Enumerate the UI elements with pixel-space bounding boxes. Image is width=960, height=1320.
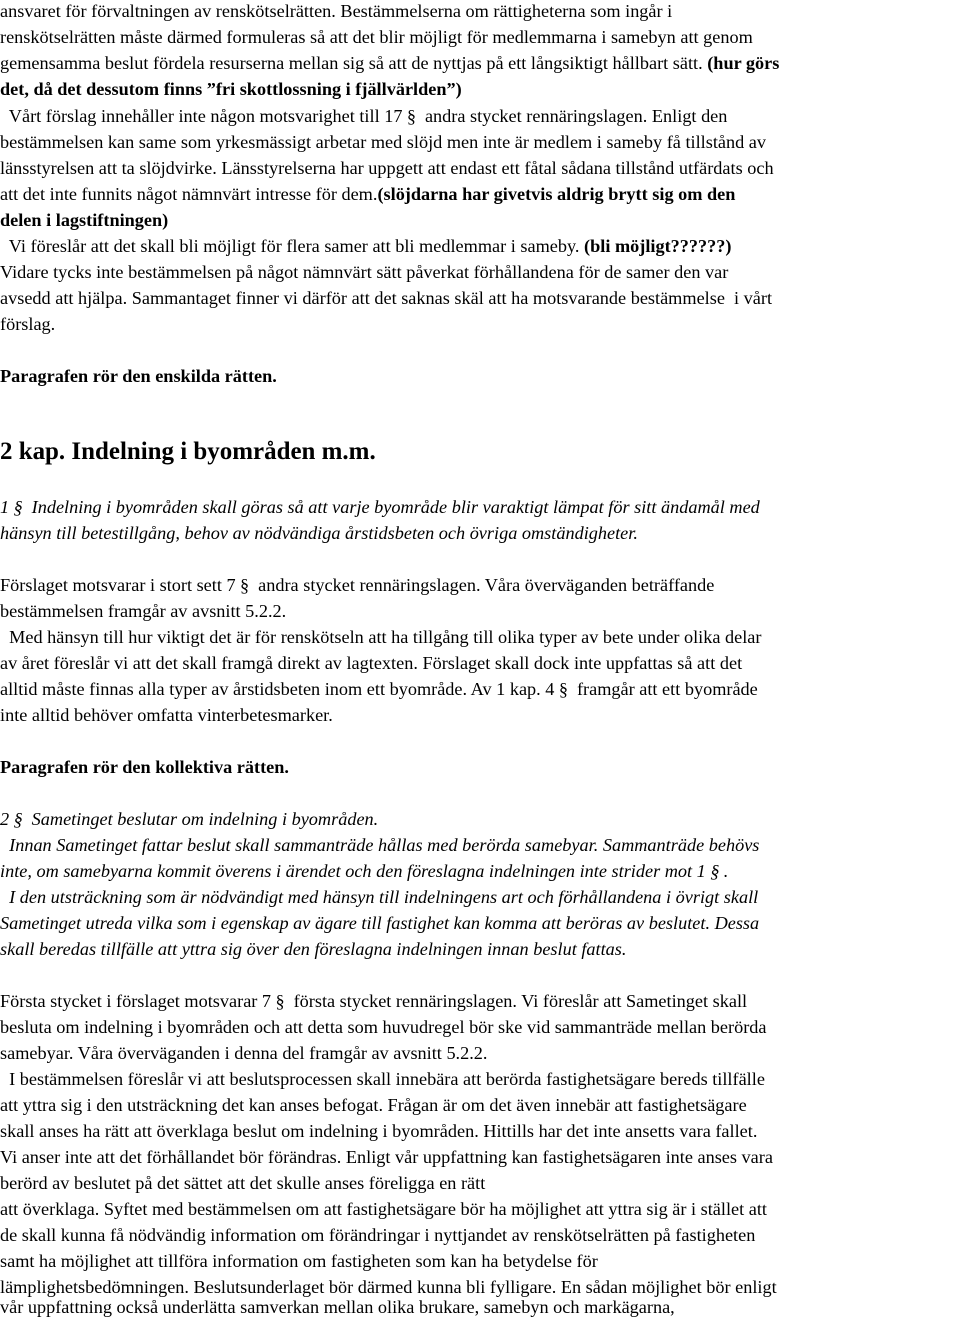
commentary-line: skall anses ha rätt att överklaga beslut om indelning i byområden. Hittills har det inte ansetts vara fallet. xyxy=(0,1121,758,1141)
text-line: delen i lagstiftningen) xyxy=(0,210,169,230)
section-sign-icon: § xyxy=(710,861,720,881)
section-1-text: 1 § Indelning i byområden skall göras så att varje byområde blir varaktigt lämpat för sitt ändamål med xyxy=(0,494,958,520)
text-line: ansvaret för förvaltningen av renskötselrätten. Bestämmelserna om rättigheterna som ingår i xyxy=(0,1,673,21)
commentary-line: besluta om indelning i byområden och att detta som huvudregel bör ske vid sammanträde mellan berörda xyxy=(0,1017,767,1037)
commentary-line: vår uppfattning också underlätta samverkan mellan olika brukare, samebyn och markägarna, xyxy=(0,1297,675,1317)
paragraph-note: Paragrafen rör den kollektiva rätten. xyxy=(0,757,289,777)
text-line: Vårt förslag innehåller inte någon motsvarighet till 17 § andra stycket rennäringslagen. Enligt den xyxy=(0,103,958,129)
commentary-line: Första stycket i förslaget motsvarar 7 § första stycket rennäringslagen. Vi föreslår att Sametinget skall xyxy=(0,988,958,1014)
commentary-line: alltid måste finnas alla typer av årstidsbeten inom ett byområde. Av 1 kap. 4 § framgår att ett byområde xyxy=(0,676,958,702)
paragraph-note: Paragrafen rör den enskilda rätten. xyxy=(0,366,277,386)
text-line: gemensamma beslut fördela resurserna mellan sig så att de nyttjas på ett långsiktigt hållbart sätt. (hur görs xyxy=(0,53,780,73)
section-2-text: inte, om samebyarna kommit överens i ärendet och den föreslagna indelningen inte strider mot 1 § . xyxy=(0,858,958,884)
section-2-text: 2 § Sametinget beslutar om indelning i byområden. xyxy=(0,806,958,832)
section-2-text: skall beredas tillfälle att yttra sig över den föreslagna indelningen innan beslut fattas. xyxy=(0,939,627,959)
text-line: det, då det dessutom finns ”fri skottlossning i fjällvärlden”) xyxy=(0,79,462,99)
section-sign-icon: § xyxy=(275,991,285,1011)
commentary-line: att överklaga. Syftet med bestämmelsen om att fastighetsägare bör ha möjlighet att yttra sig är i stället att xyxy=(0,1199,768,1219)
text-line: länsstyrelsen att ta slöjdvirke. Länsstyrelserna har uppgett att endast ett fåtal sådana tillstånd utfärdats och xyxy=(0,158,774,178)
section-sign-icon: § xyxy=(558,679,568,699)
commentary-line: berörd av beslutet på det sättet att det skulle anses föreligga en rätt xyxy=(0,1173,486,1193)
commentary-line: Förslaget motsvarar i stort sett 7 § andra stycket rennäringslagen. Våra överväganden beträffande xyxy=(0,572,958,598)
section-2-text: Innan Sametinget fattar beslut skall sammanträde hållas med berörda samebyar. Sammanträde behövs xyxy=(0,835,760,855)
text-line: Vidare tycks inte bestämmelsen på något nämnvärt sätt påverkat förhållandena för de samer den var xyxy=(0,262,729,282)
chapter-heading: 2 kap. Indelning i byområden m.m. xyxy=(0,438,376,465)
commentary-line: Vi anser inte att det förhållandet bör förändras. Enligt vår uppfattning kan fastighetsägaren inte anses vara xyxy=(0,1147,773,1167)
commentary-line: samebyar. Våra överväganden i denna del framgår av avsnitt 5.2.2. xyxy=(0,1043,488,1063)
section-sign-icon: § xyxy=(13,809,23,829)
commentary-line: bestämmelsen framgår av avsnitt 5.2.2. xyxy=(0,601,287,621)
text-line: att det inte funnits något nämnvärt intresse för dem.(slöjdarna har givetvis aldrig brytt sig om den xyxy=(0,184,736,204)
text-line: förslag. xyxy=(0,314,56,334)
commentary-line: samt ha möjlighet att tillföra information om fastigheten som kan ha betydelse för xyxy=(0,1251,598,1271)
commentary-line: inte alltid behöver omfatta vinterbetesmarker. xyxy=(0,705,333,725)
section-1-text: hänsyn till betestillgång, behov av nödvändiga årstidsbeten och övriga omständigheter. xyxy=(0,523,638,543)
section-sign-icon: § xyxy=(406,106,416,126)
section-sign-icon: § xyxy=(240,575,250,595)
commentary-line: lämplighetsbedömningen. Beslutsunderlaget bör därmed kunna bli fylligare. En sådan möjlighet bör enligt xyxy=(0,1277,777,1297)
text-line: bestämmelsen kan same som yrkesmässigt arbetar med slöjd men inte är medlem i sameby få tillstånd av xyxy=(0,132,767,152)
commentary-line: att yttra sig i den utsträckning det kan anses befogat. Frågan är om det även innebär att fastighetsägare xyxy=(0,1095,747,1115)
text-line: renskötselrätten måste därmed formuleras så att det blir möjligt för medlemmarna i samebyn att genom xyxy=(0,27,753,47)
text-line: avsedd att hjälpa. Sammantaget finner vi därför att det saknas skäl att ha motsvarande bestämmelse i vårt xyxy=(0,288,773,308)
text-line: Vi föreslår att det skall bli möjligt för flera samer att bli medlemmar i sameby. (bli möjligt??????) xyxy=(0,236,732,256)
commentary-line: Med hänsyn till hur viktigt det är för renskötseln att ha tillgång till olika typer av bete under olika delar xyxy=(0,627,762,647)
section-sign-icon: § xyxy=(13,497,23,517)
commentary-line: de skall kunna få nödvändig information om förändringar i nyttjandet av renskötselrätten på fastigheten xyxy=(0,1225,756,1245)
section-2-text: Sametinget utreda vilka som i egenskap av ägare till fastighet kan komma att beröras av beslutet. Dessa xyxy=(0,913,760,933)
commentary-line: av året föreslår vi att det skall framgå direkt av lagtexten. Förslaget skall dock inte uppfattas så att det xyxy=(0,653,743,673)
section-2-text: I den utsträckning som är nödvändigt med hänsyn till indelningens art och förhållandena i övrigt skall xyxy=(0,887,759,907)
commentary-line: I bestämmelsen föreslår vi att beslutsprocessen skall innebära att berörda fastighetsägare bereds tillfälle xyxy=(0,1069,765,1089)
